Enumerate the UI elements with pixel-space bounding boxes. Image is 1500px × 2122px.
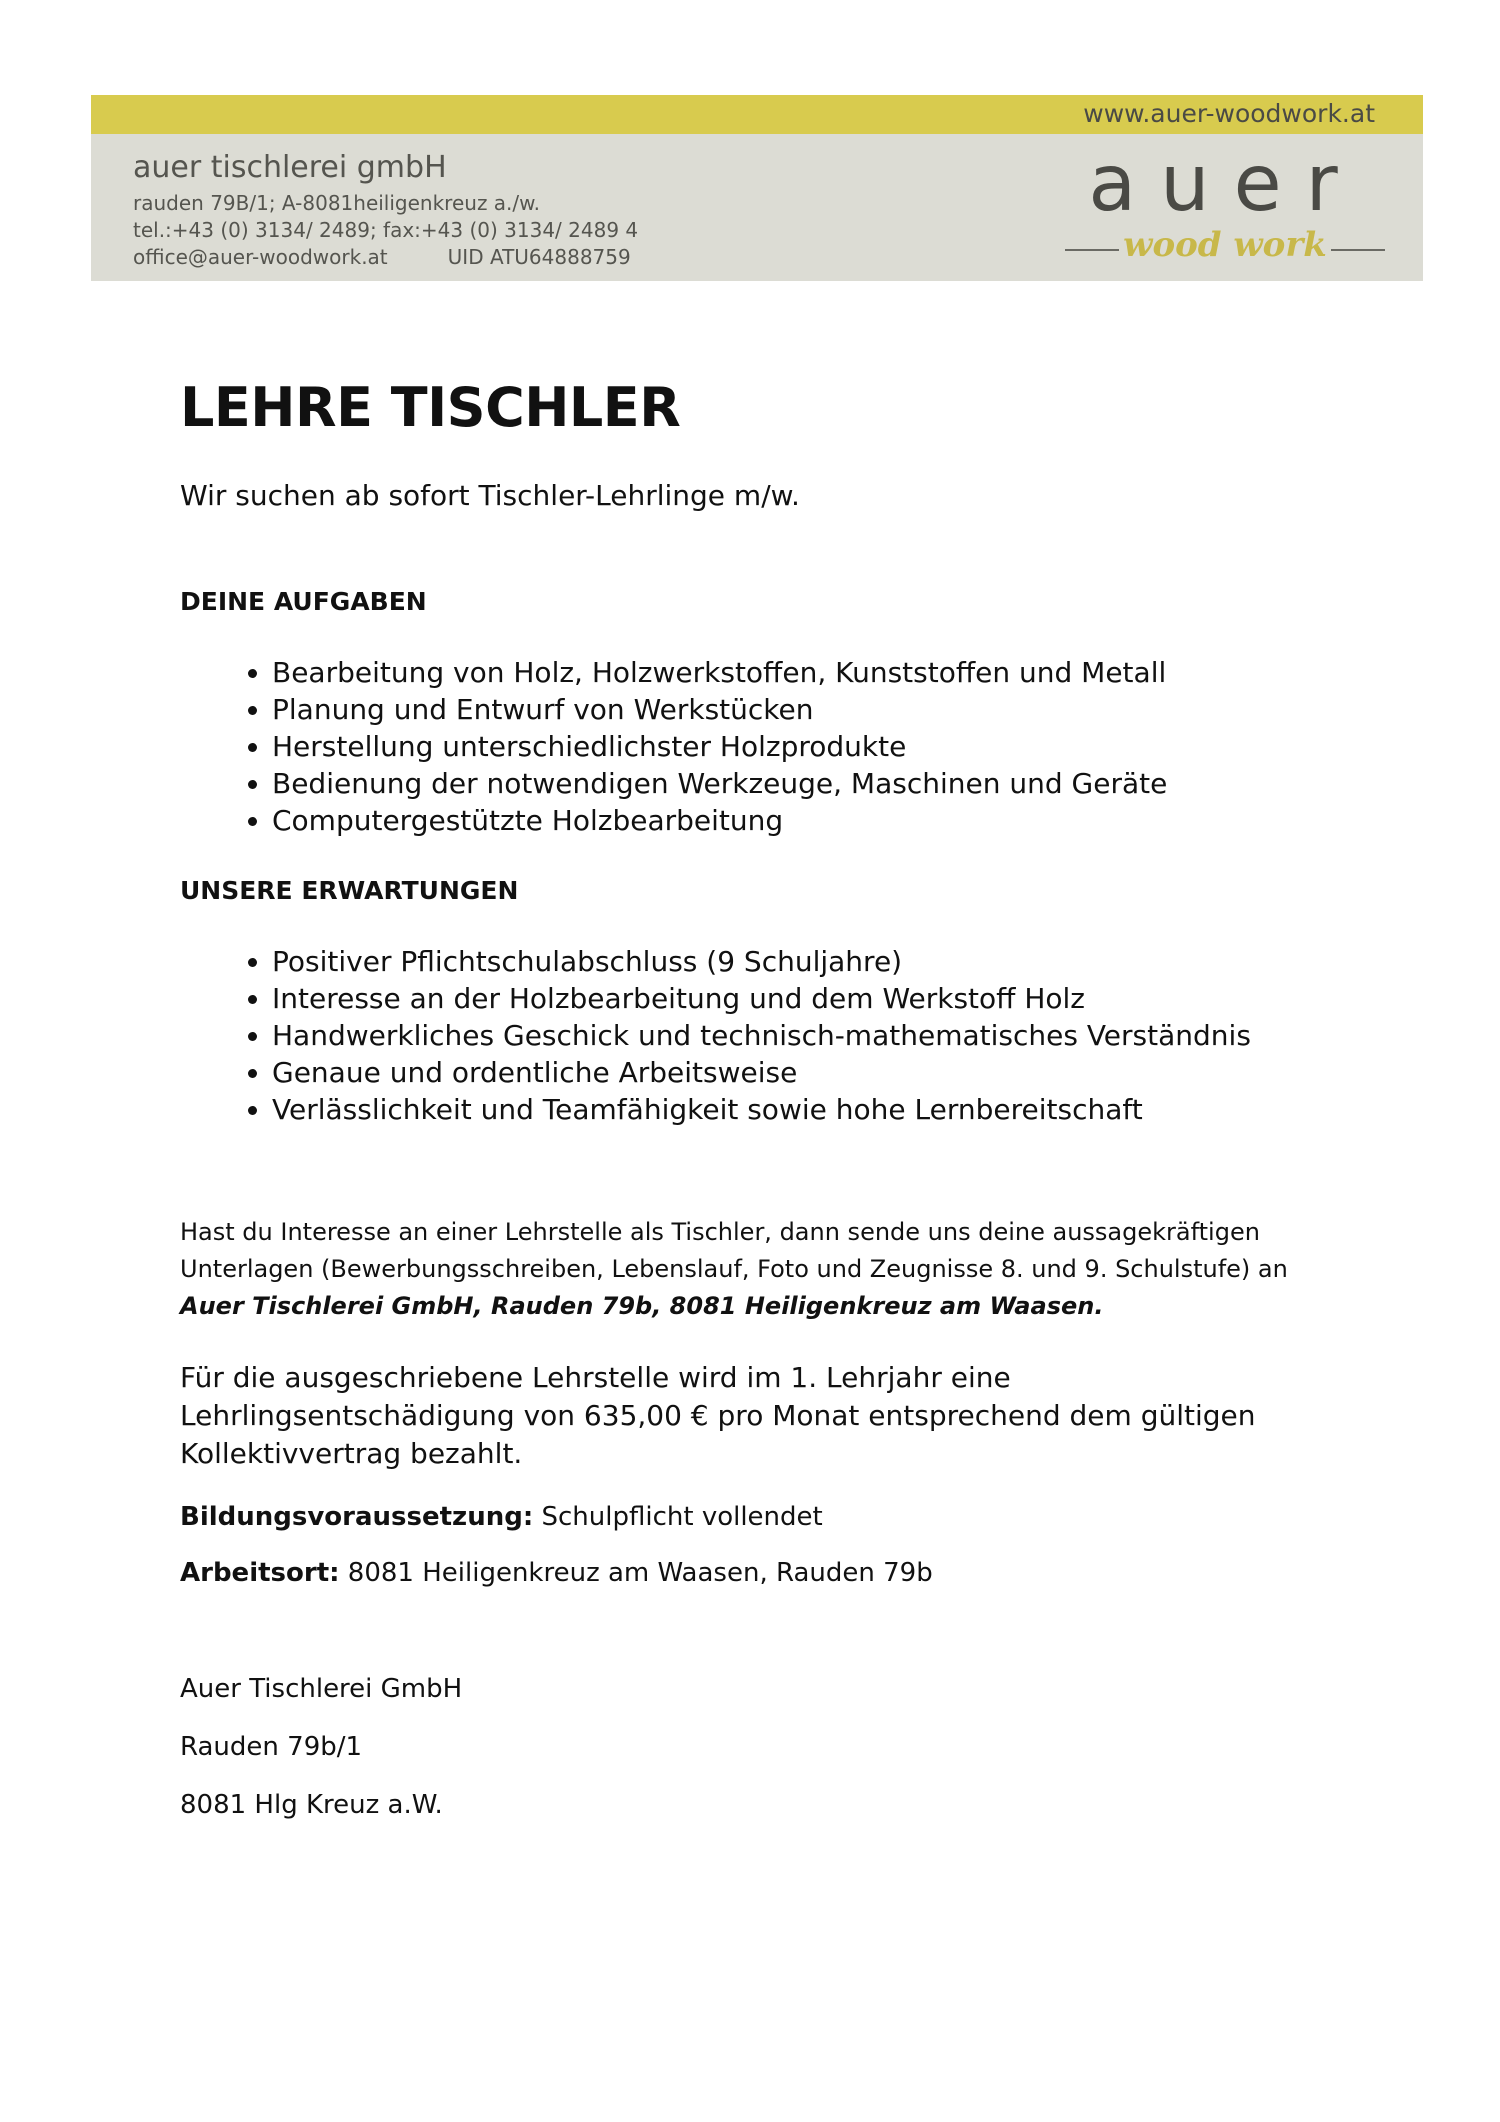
application-text: Hast du Interesse an einer Lehrstelle als Tischler, dann sende uns deine aussagekräftigen Unterlagen (Bewerbungsschreiben, Lebenslauf, Foto und Zeugnisse 8. und 9. Schulstufe) an [180, 1218, 1288, 1283]
address-company: Auer Tischlerei GmbH [180, 1674, 463, 1704]
education-value: Schulpflicht vollendet [533, 1502, 823, 1532]
compensation-paragraph: Für die ausgeschriebene Lehrstelle wird im 1. Lehrjahr eine Lehrlingsentschädigung von 635,00 € pro Monat entsprechend dem gültigen Kollektivvertrag bezahlt. [180, 1361, 1256, 1470]
logo-subtitle: wood work [1123, 225, 1327, 265]
list-item: • Herstellung unterschiedlichster Holzprodukte [272, 728, 1340, 765]
list-item: • Computergestützte Holzbearbeitung [272, 802, 1340, 839]
expectations-heading: UNSERE ERWARTUNGEN [180, 876, 519, 905]
education-label: Bildungsvoraussetzung: [180, 1502, 534, 1532]
logo-rule-right [1331, 249, 1385, 251]
company-logo [1065, 139, 1385, 265]
address-city: 8081 Hlg Kreuz a.W. [180, 1790, 443, 1820]
education-requirement [180, 1499, 1340, 1535]
company-uid: UID ATU64888759 [447, 245, 631, 269]
list-item: • Bearbeitung von Holz, Holzwerkstoffen, Kunststoffen und Metall [272, 654, 1340, 691]
tasks-list [180, 654, 1340, 839]
workplace-label: Arbeitsort: [180, 1558, 340, 1588]
letterhead [91, 95, 1423, 281]
document-body [180, 370, 1340, 1823]
list-item: • Bedienung der notwendigen Werkzeuge, Maschinen und Geräte [272, 765, 1340, 802]
company-email[interactable]: office@auer-woodwork.at [133, 245, 388, 269]
company-info [133, 150, 638, 271]
list-item: • Positiver Pflichtschulabschluss (9 Schuljahre) [272, 943, 1340, 980]
application-paragraph [180, 1214, 1340, 1325]
logo-word: auer [1088, 139, 1362, 229]
list-item: • Handwerkliches Geschick und technisch-mathematisches Verständnis [272, 1017, 1340, 1054]
page-title: LEHRE TISCHLER [180, 376, 681, 439]
application-address: Auer Tischlerei GmbH, Rauden 79b, 8081 Heiligenkreuz am Waasen. [180, 1292, 1104, 1320]
list-item: • Interesse an der Holzbearbeitung und dem Werkstoff Holz [272, 980, 1340, 1017]
company-name: auer tischlerei gmbH [133, 150, 447, 185]
company-address: rauden 79B/1; A-8081heiligenkreuz a./w. [133, 191, 541, 215]
list-item: • Verlässlichkeit und Teamfähigkeit sowie hohe Lernbereitschaft [272, 1091, 1340, 1128]
workplace [180, 1555, 1340, 1591]
company-contact-line [133, 244, 638, 271]
tasks-heading: DEINE AUFGABEN [180, 587, 427, 616]
intro-text: Wir suchen ab sofort Tischler-Lehrlinge m/w. [180, 479, 800, 512]
list-item: • Planung und Entwurf von Werkstücken [272, 691, 1340, 728]
company-phone: tel.:+43 (0) 3134/ 2489; fax:+43 (0) 3134/ 2489 4 [133, 218, 639, 242]
workplace-value: 8081 Heiligenkreuz am Waasen, Rauden 79b [339, 1558, 933, 1588]
list-item: • Genaue und ordentliche Arbeitsweise [272, 1054, 1340, 1091]
website-link[interactable]: www.auer-woodwork.at [1083, 99, 1375, 128]
expectations-list [180, 943, 1340, 1128]
letterhead-bar [91, 95, 1423, 134]
address-street: Rauden 79b/1 [180, 1732, 363, 1762]
